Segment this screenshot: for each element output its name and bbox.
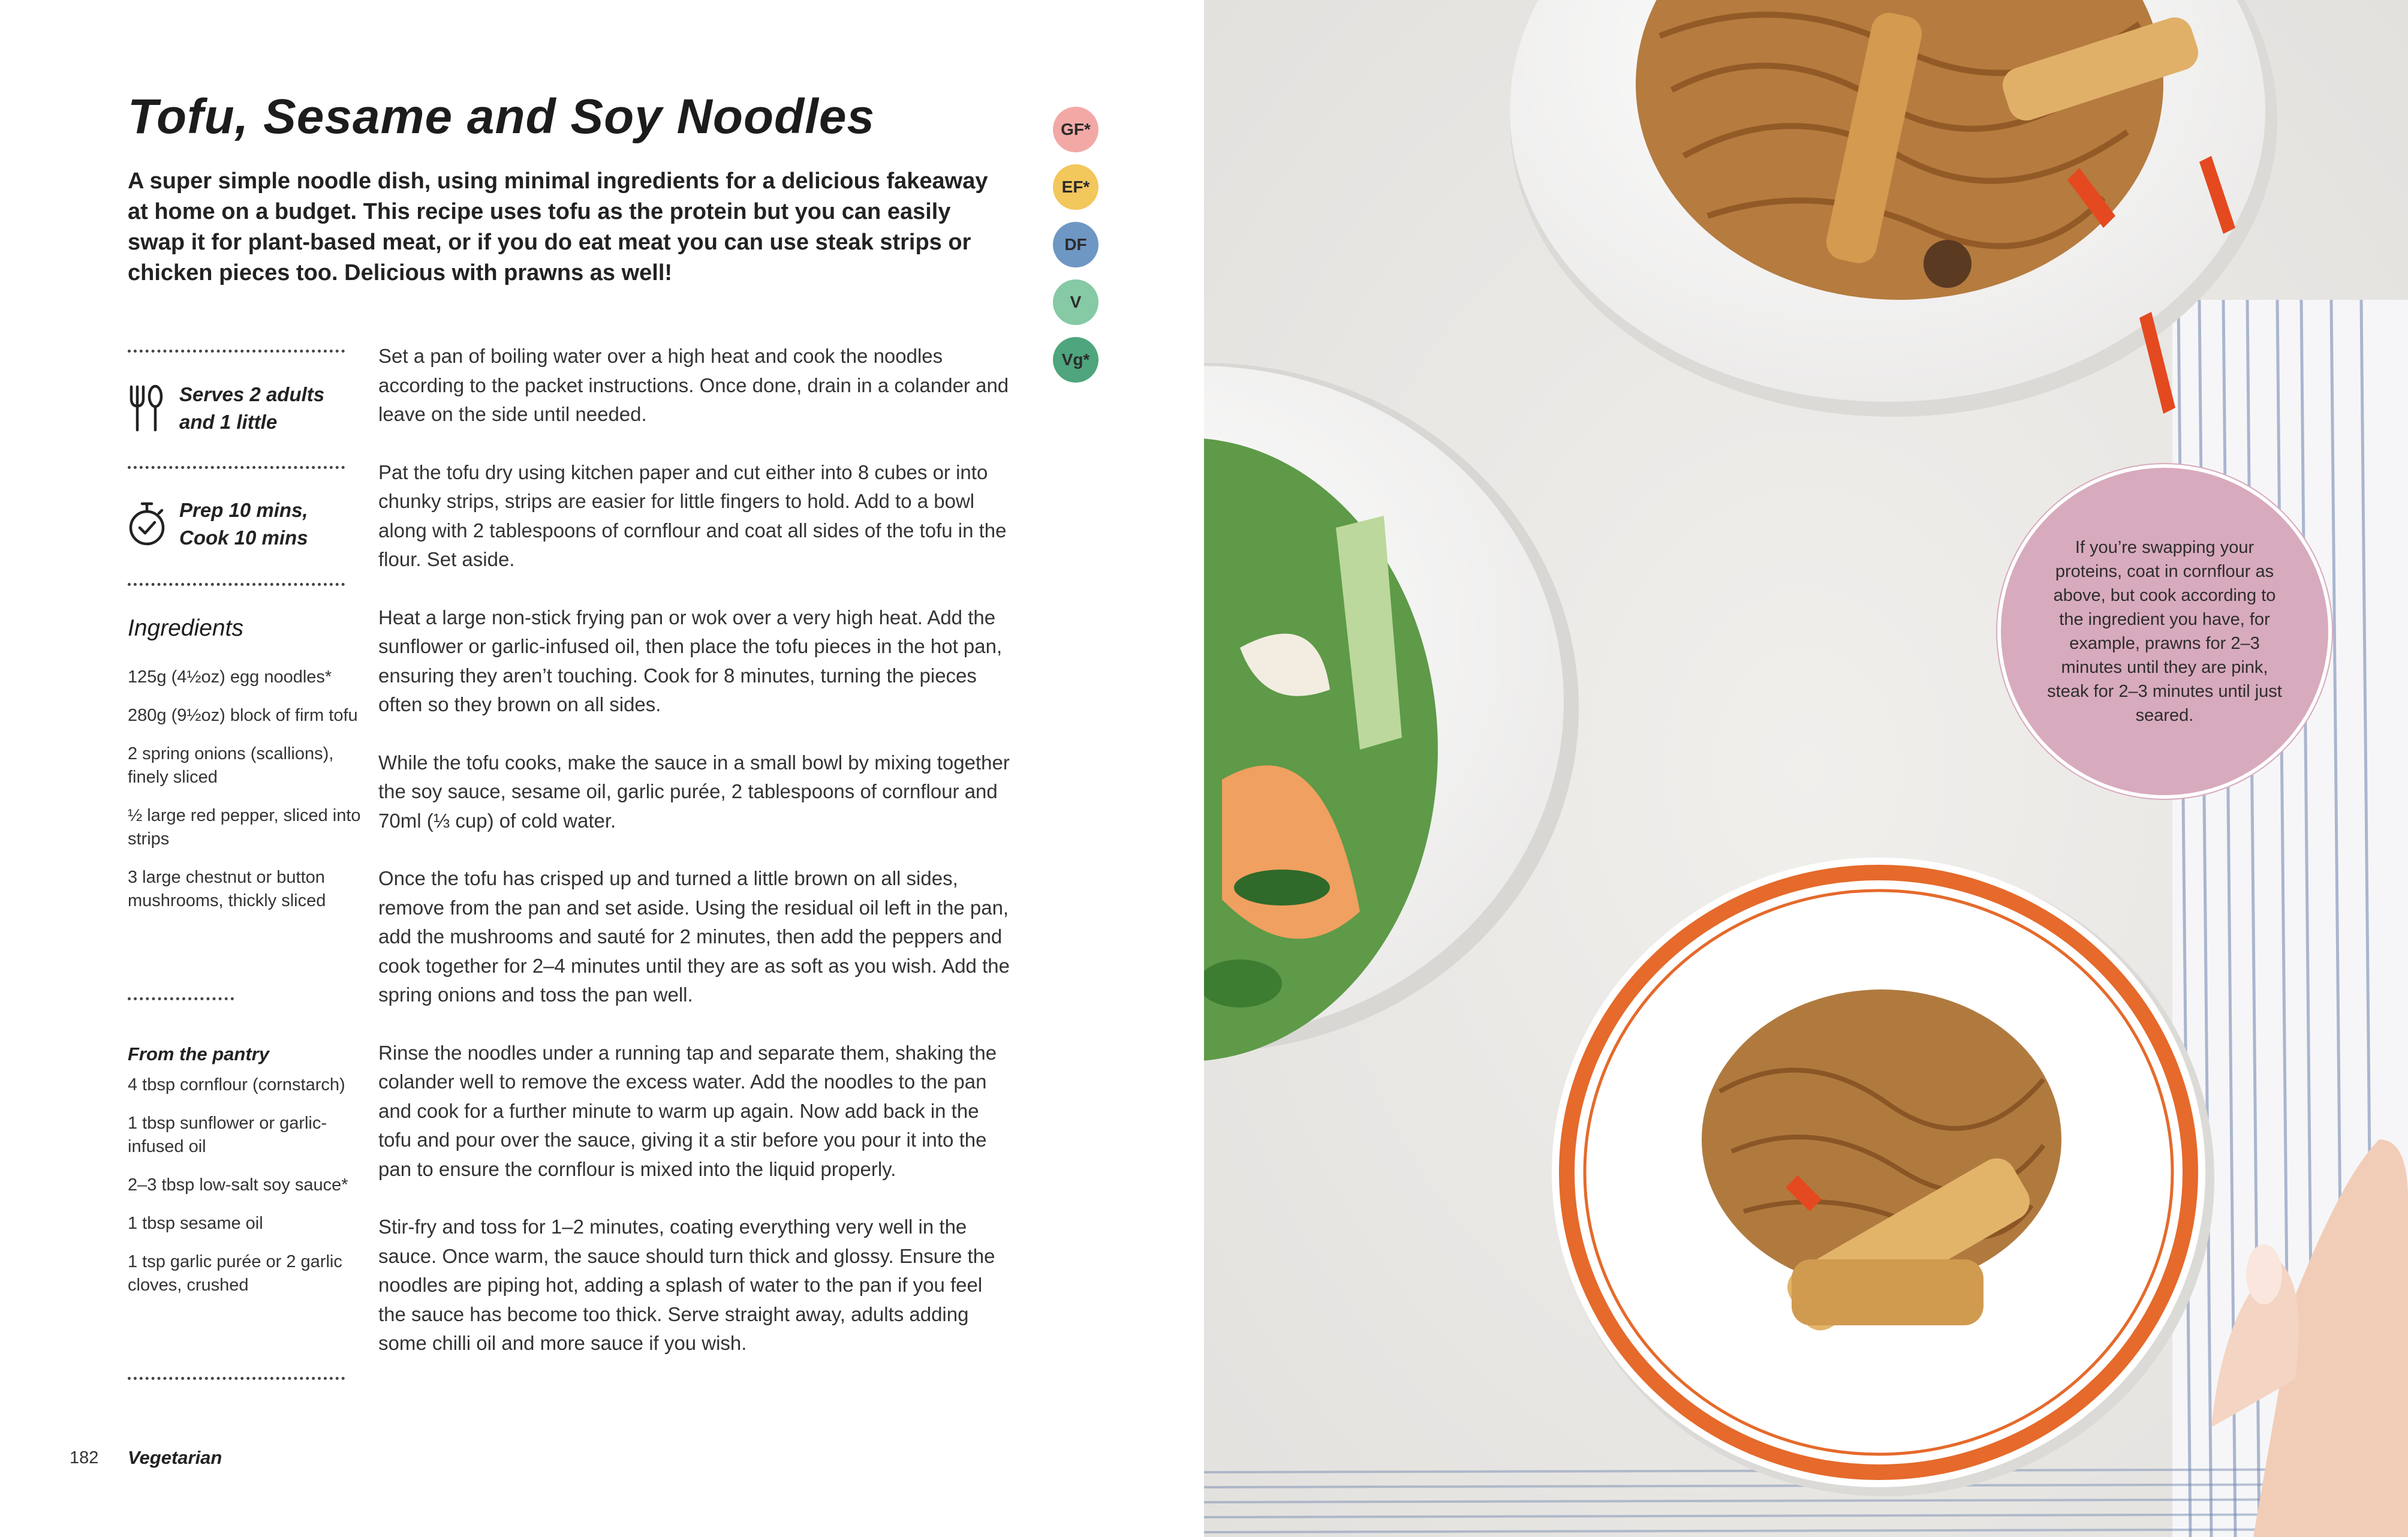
diet-badge-df: DF: [1053, 222, 1098, 267]
tip-text: If you’re swapping your proteins, coat in cornflour as above, but cook according to the ingredient you have, for example, prawns for 2–3 minutes until they are pink, steak for 2–3 minutes until just seared.: [2047, 538, 2282, 725]
pantry-item: 1 tsp garlic purée or 2 garlic cloves, crushed: [128, 1252, 342, 1295]
ingredient-item: 3 large chestnut or button mushrooms, thickly sliced: [128, 868, 326, 910]
pantry-list: [128, 1073, 368, 1312]
recipe-title: Tofu, Sesame and Soy Noodles: [128, 89, 875, 144]
ingredient-item: 2 spring onions (scallions), finely sliced: [128, 744, 334, 787]
diet-badge-gf: GF*: [1053, 107, 1098, 152]
section-name: Vegetarian: [128, 1447, 222, 1468]
diet-badge-ef: EF*: [1053, 164, 1098, 210]
pantry-item: 4 tbsp cornflour (cornstarch): [128, 1075, 345, 1094]
timing-line-2: Cook 10 mins: [179, 527, 308, 549]
timing-line-1: Prep 10 mins,: [179, 499, 308, 521]
method-step: Set a pan of boiling water over a high heat and cook the noodles according to the packet instructions. Once done, drain in a colander and leave on the side until needed.: [378, 345, 1009, 425]
stopwatch-icon: [128, 499, 166, 549]
method-step: Heat a large non-stick frying pan or wok over a very high heat. Add the sunflower or garlic-infused oil, then place the tofu pieces in the hot pan, ensuring they aren’t touching. Cook for 8 minutes, turning the pieces often so they brown on all sides.: [378, 606, 1003, 715]
ingredient-item: 280g (9½oz) block of firm tofu: [128, 706, 358, 725]
recipe-intro: A super simple noodle dish, using minimal ingredients for a delicious fakeaway at home on a budget. This recipe uses tofu as the protein but you can easily swap it for plant-based meat, or if you do eat meat you can use steak strips or chicken pieces too. Delicious with prawns as well!: [128, 169, 988, 285]
page-number: 182: [70, 1448, 99, 1467]
pantry-item: 2–3 tbsp low-salt soy sauce*: [128, 1175, 348, 1195]
divider: [128, 997, 234, 1000]
divider: [128, 583, 345, 586]
timing-row: [128, 497, 308, 552]
diet-badge-vg: Vg*: [1053, 337, 1098, 383]
ingredient-item: ½ large red pepper, sliced into strips: [128, 806, 361, 849]
pantry-item: 1 tbsp sesame oil: [128, 1214, 263, 1233]
cutlery-icon: [128, 383, 166, 434]
divider: [128, 466, 345, 469]
method-step: Stir-fry and toss for 1–2 minutes, coating everything very well in the sauce. Once warm, the sauce should turn thick and glossy. Ensure the noodles are piping hot, adding a splash of water to the pan if you feel the sauce has become too thick. Serve straight away, adults adding some chilli oil and more sauce if you wish.: [378, 1216, 995, 1354]
method-step: Pat the tofu dry using kitchen paper and cut either into 8 cubes or into chunky strips, strips are easier for little fingers to hold. Add to a bowl along with 2 tablespoons of cornflour and coat all sides of the tofu in the flour. Set aside.: [378, 461, 1007, 570]
method-step: While the tofu cooks, make the sauce in a small bowl by mixing together the soy sauce, sesame oil, garlic purée, 2 tablespoons of cornflour and 70ml (⅓ cup) of cold water.: [378, 751, 1010, 832]
ingredient-list: [128, 666, 368, 928]
method-step: Once the tofu has crisped up and turned a little brown on all sides, remove from the pan and set aside. Using the residual oil left in the pan, add the mushrooms and sauté for 2 minutes, then add the peppers and cook together for 2–4 minutes until they are as soft as you wish. Add the spring onions and toss the pan well.: [378, 867, 1010, 1006]
diet-badge-v: V: [1053, 279, 1098, 325]
serves-line-2: and 1 little: [179, 411, 278, 433]
serves-row: [128, 381, 324, 436]
method-steps: [378, 342, 1014, 1387]
ingredients-heading: Ingredients: [128, 615, 243, 641]
ingredient-item: 125g (4½oz) egg noodles*: [128, 667, 332, 687]
pantry-item: 1 tbsp sunflower or garlic-infused oil: [128, 1114, 327, 1156]
bottom-plate: [1552, 858, 2214, 1496]
divider: [128, 1377, 345, 1380]
pantry-heading: From the pantry: [128, 1043, 269, 1064]
serves-line-1: Serves 2 adults: [179, 383, 325, 405]
tip-bubble: [2004, 471, 2325, 792]
method-step: Rinse the noodles under a running tap and separate them, shaking the colander well to remove the excess water. Add the noodles to the pan and cook for a further minute to warm up again. Now add back in the tofu and pour over the sauce, giving it a stir before you pour it into the pan to ensure the cornflour is mixed into the liquid properly.: [378, 1041, 997, 1180]
divider: [128, 350, 345, 353]
